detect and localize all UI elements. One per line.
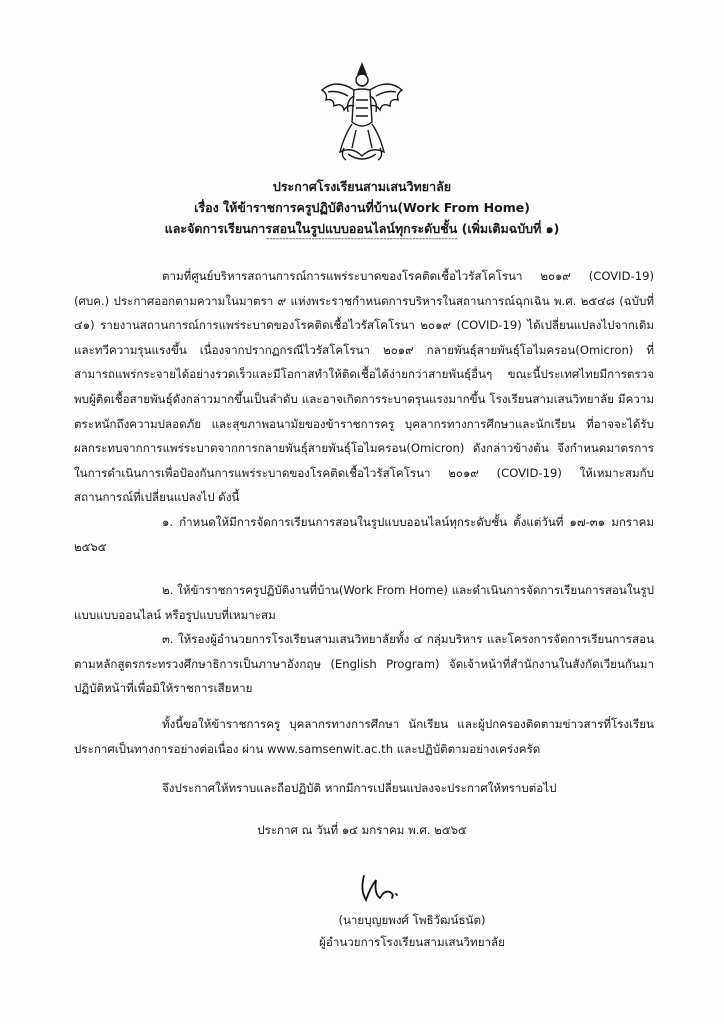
body-item-3: ๓. ให้รองผู้อำนวยการโรงเรียนสามเสนวิทยาลัยทั้ง ๔ กลุ่มบริหาร และโครงการจัดการเรียนการสอนตามหลักสูตรกระทรวงศึกษาธิการเป็นภาษาอังกฤษ (English Program) จัดเจ้าหน้าที่สำนักงานในสังกัดเวียนกันมาปฏิบัติหน้าที่เพื่อมิให้ราชการเสียหาย bbox=[74, 632, 654, 696]
announcement-subject: เรื่อง ให้ข้าราชการครูปฏิบัติงานที่บ้าน(Work From Home) bbox=[194, 200, 530, 215]
signer-name: (นายบุญยพงศ์ โพธิวัฒน์ธนัต) bbox=[338, 913, 486, 927]
garuda-emblem-icon bbox=[318, 60, 406, 168]
body-paragraph-intro: ตามที่ศูนย์บริหารสถานการณ์การแพร่ระบาดของโรคติดเชื้อไวรัสโคโรนา ๒๐๑๙ (COVID-19) (ศบค.) ประกาศออกตามความในมาตรา ๙ แห่งพระราชกำหนดการบริหารในสถานการณ์ฉุกเฉิน พ.ศ. ๒๕๔๘ (ฉบับที่ ๔๑) รายงานสถานการณ์การแพร่ระบาดของโรคติดเชื้อไวรัสโคโรนา ๒๐๑๙ (COVID-19) ได้เปลี่ยนแปลงไปจากเดิมและทวีความรุนแรงขึ้น เนื่องจากปรากฏกรณีไวรัสโคโรนา ๒๐๑๙ กลายพันธุ์สายพันธุ์โอไมครอน(Omicron) ที่สามารถแพร่กระจายได้อย่างรวดเร็วและมีโอกาสทำให้ติดเชื้อได้ง่ายกว่าสายพันธุ์อื่นๆ ขณะนี้ประเทศไทยมีการตรวจพบผู้ติดเชื้อสายพันธุ์ดังกล่าวมากขึ้นเป็นลำดับ และอาจเกิดการระบาดรุนแรงมากขึ้น โรงเรียนสามเสนวิทยาลัย มีความตระหนักถึงความปลอดภัย และสุขภาพอนามัยของข้าราชการครู บุคลากรทางการศึกษาและนักเรียน ที่อาจจะได้รับผลกระทบจากการแพร่ระบาดจากการกลายพันธุ์สายพันธุ์โอไมครอน(Omicron) ดังกล่าวข้างต้น จึงกำหนดมาตรการในการดำเนินการเพื่อป้องกันการแพร่ระบาดของโรคติดเชื้อไวรัสโคโรนา ๒๐๑๙ (COVID-19) ให้เหมาะสมกับสถานการณ์ที่เปลี่ยนแปลงไป ดังนี้ bbox=[74, 269, 654, 505]
announcement-date: ประกาศ ณ วันที่ ๑๔ มกราคม พ.ศ. ๒๕๖๕ bbox=[257, 823, 467, 837]
body-item-1: ๑. กำหนดให้มีการจัดการเรียนการสอนในรูปแบบออนไลน์ทุกระดับชั้น ตั้งแต่วันที่ ๑๗-๓๑ มกราคม ๒๕๖๕ bbox=[74, 515, 654, 554]
announcement-title: ประกาศโรงเรียนสามเสนวิทยาลัย bbox=[272, 179, 452, 194]
body-item-2: ๒. ให้ข้าราชการครูปฏิบัติงานที่บ้าน(Work From Home) และดำเนินการจัดการเรียนการสอนในรูปแบบแบบออนไลน์ หรือรูปแบบที่เหมาะสม bbox=[74, 583, 654, 622]
header-separator: ----------------------------------------------------------- bbox=[266, 234, 458, 244]
signer-title: ผู้อำนวยการโรงเรียนสามเสนวิทยาลัย bbox=[319, 935, 505, 949]
announcement-subject-cont: และจัดการเรียนการสอนในรูปแบบออนไลน์ทุกระดับชั้น (เพิ่มเติมฉบับที่ ๑) bbox=[164, 221, 560, 236]
body-paragraph-closing: จึงประกาศให้ทราบและถือปฏิบัติ หากมีการเปลี่ยนแปลงจะประกาศให้ทราบต่อไป bbox=[162, 781, 557, 795]
body-paragraph-notice: ทั้งนี้ขอให้ข้าราชการครู บุคลากรทางการศึกษา นักเรียน และผู้ปกครองติดตามข่าวสารที่โรงเรียนประกาศเป็นทางการอย่างต่อเนื่อง ผ่าน www.samsenwit.ac.th และปฏิบัติตามอย่างเคร่งครัด bbox=[74, 717, 654, 756]
signature-icon bbox=[350, 868, 410, 908]
